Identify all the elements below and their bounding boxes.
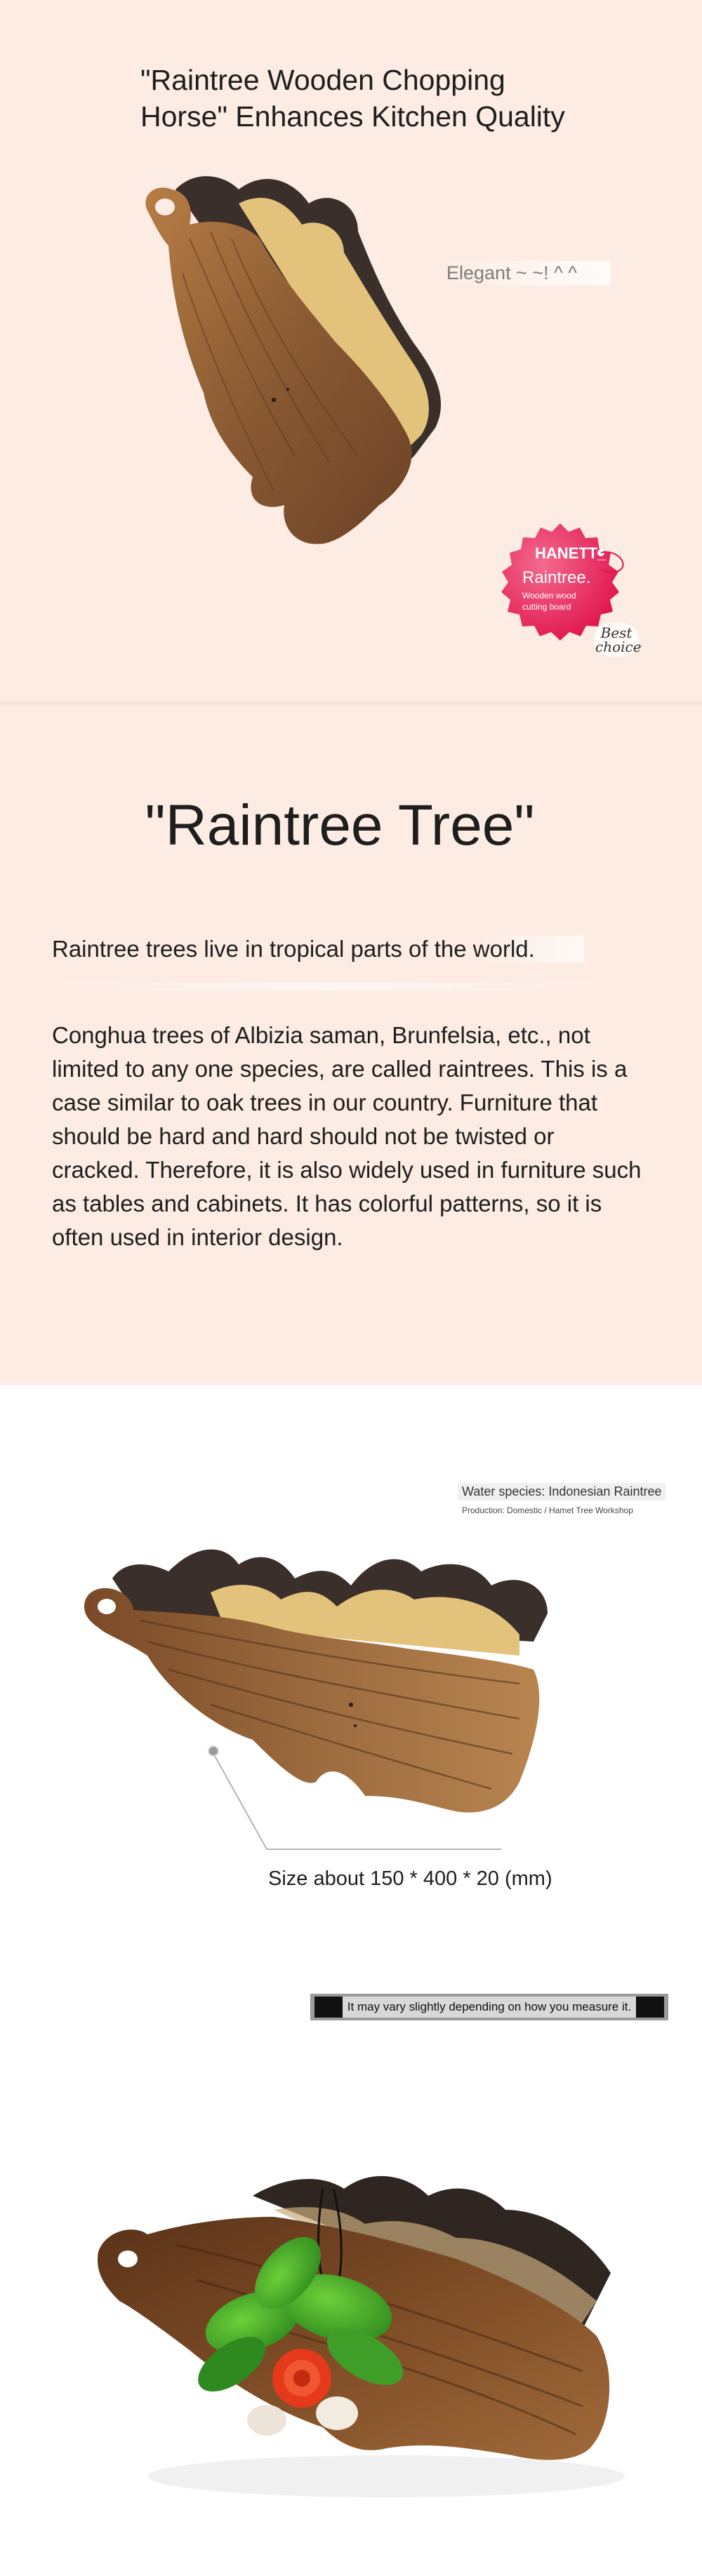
about-body: Conghua trees of Albizia saman, Brunfelsia, etc., not limited to any one species, are called raintrees. This is a case similar to oak trees in our country. Furniture that should be hard and hard should not be twisted or cracked. Therefore, it is also widely used in furniture such as tables and cabinets. It has colorful patterns, so it is often used in interior design. — [52, 1022, 642, 1250]
decorative-fade — [42, 982, 618, 991]
badge-brand: HANETT_ — [535, 544, 607, 562]
best-choice-label — [594, 623, 642, 657]
best-label-line2: choice — [595, 638, 642, 655]
cutting-board-image — [133, 161, 526, 610]
badge-name: Raintree. — [522, 568, 591, 587]
cutting-board-side-image — [70, 1515, 562, 1838]
about-subtitle: Raintree trees live in tropical parts of the world. — [52, 936, 584, 962]
size-label: Size about 150 * 400 * 20 (mm) — [268, 1867, 552, 1890]
hero-title: "Raintree Wooden Chopping Horse" Enhances Kitchen Quality — [140, 64, 565, 133]
size-pointer-dot — [208, 1745, 219, 1757]
production-label: Production: Domestic / Hamet Tree Workshop — [462, 1505, 633, 1515]
measurement-note-text: It may vary slightly depending on how you measure it. — [314, 1997, 664, 2018]
badge-subtitle-1: Wooden wood — [522, 591, 576, 601]
about-heading: "Raintree Tree" — [145, 793, 535, 857]
measurement-note — [310, 1994, 668, 2020]
species-label: Water species: Indonesian Raintree — [458, 1483, 665, 1501]
badge-subtitle-2: cutting board — [522, 602, 571, 612]
tagline: Elegant ~ ~! ^ ^ — [444, 261, 611, 286]
styled-cutting-board-image — [91, 2147, 639, 2511]
best-label-line1: Best — [600, 624, 633, 641]
